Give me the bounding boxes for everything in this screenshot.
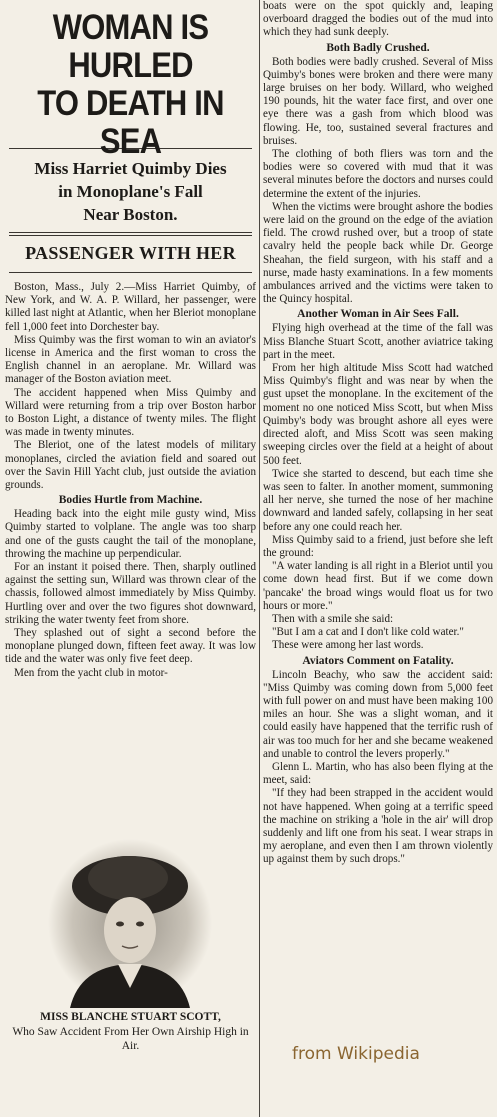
paragraph: Lincoln Beachy, who saw the accident said: "Miss Quimby was coming down from 5,000 feet with full power on and must have been making 100 miles an hour. She was a slight woman, and it could easily have happened that the terrific rush of air was too much for her and she became weakened and unable to control the levers properly." [263,668,493,760]
right-column [263,0,493,1117]
deck-line-1: Miss Harriet Quimby Dies [34,159,227,178]
paragraph: These were among her last words. [272,639,424,652]
subheading: Both Badly Crushed. [326,41,430,54]
headline-line-1: WOMAN IS HURLED [52,6,209,86]
column-rule [259,0,260,1117]
divider [9,272,252,273]
paragraph: boats were on the spot quickly and, leaping overboard dragged the bodies out of the mud into which they had sunk deeply. [263,0,493,39]
subheading: Another Woman in Air Sees Fall. [297,308,459,321]
photo-caption-description: Who Saw Accident From Her Own Airship High in Air. [12,1026,249,1052]
paragraph: Heading back into the eight mile gusty wind, Miss Quimby started to volplane. The angle was too sharp and one of the gusts caught the tail of the monoplane, throwing the machine up perpendicular. [5,508,256,560]
source-credit: from Wikipedia [292,1044,420,1064]
paragraph: Glenn L. Martin, who has also been flying at the meet, said: [263,760,493,787]
paragraph: Men from the yacht club in motor- [14,666,168,679]
paragraph: "If they had been strapped in the accident would not have happened. When going at a terrific speed the machine on striking a 'hole in the air' will drop suddenly and lift one from his seat. I wear straps in my aeroplane, and even then I am thrown violently up against them by such drops." [263,787,493,866]
divider-double [9,232,252,236]
deck-line-2: in Monoplane's Fall [58,182,203,201]
paragraph: The accident happened when Miss Quimby and Willard were returning from a trip over Boston harbor to Boston Light, a distance of twenty miles. The flight was made in twenty minutes. [5,386,256,439]
headline-line-2: TO DEATH IN SEA [37,82,224,161]
paragraph: Flying high overhead at the time of the fall was Miss Blanche Stuart Scott, another aviatrice taking part in the meet. [263,322,493,361]
portrait-illustration [10,838,250,1008]
paragraph: For an instant it poised there. Then, sharply outlined against the setting sun, Willard was thrown clear of the chassis, followed almost immediately by Miss Quimby. Hurtling over and over the two figures shot downward, striking the water twenty feet from shore. [5,561,256,626]
paragraph: Both bodies were badly crushed. Several of Miss Quimby's bones were broken and there were many large bruises on her body. Willard, who weighed 190 pounds, hit the water face first, and over one eye there was a gash from which blood was flowing. He, too, sustained several fractures and bruises. [263,55,493,147]
portrait-photo [10,838,250,1008]
deck [5,157,256,226]
deck-line-3: Near Boston. [83,205,178,224]
paragraph: Miss Quimby was the first woman to win an aviator's license in America and the first woman to cross the English channel in an aeroplane. Mr. Willard was manager of the Boston aviation meet. [5,333,256,386]
paragraph: From her high altitude Miss Scott had watched Miss Quimby's flight and was near by when the gust upset the monoplane. In the excitement of the moment no one noticed Miss Scott, but when Miss Quimby's body was brought ashore all eyes were directed aloft, and Miss Scott was seen making sweeping circles over the field at a height of about 500 feet. [263,362,493,467]
subheading: Aviators Comment on Fatality. [302,654,454,667]
paragraph: "But I am a cat and I don't like cold water." [272,626,464,639]
paragraph: Boston, Mass., July 2.—Miss Harriet Quimby, of New York, and W. A. P. Willard, her passenger, were killed last night at Atlantic, when her Bleriot monoplane fell 1,000 feet into Dorchester bay. [5,281,256,333]
right-article-body [263,0,493,867]
subheading: Bodies Hurtle from Machine. [58,494,203,507]
paragraph: They splashed out of sight a second before the monoplane plunged down, fifteen feet away. It was low tide and the water was only five feet deep. [5,627,256,666]
paragraph: Twice she started to descend, but each time she was seen to falter. In another moment, summoning all her nerve, she turned the nose of her machine downward and landed safely, collapsing in her seat before any one could reach her. [263,467,493,533]
paragraph: The clothing of both fliers was torn and the bodies were so covered with mud that it was several minutes before the doctors and nurses could determine the extent of the injuries. [263,148,493,200]
left-article-body [5,281,256,680]
paragraph: Then with a smile she said: [272,612,394,625]
paragraph: "A water landing is all right in a Bleriot until you come down head first. But if we come down 'pancake' the broad wings would float us for two hours or more." [263,560,493,612]
headline [5,8,256,160]
photo-caption-name: MISS BLANCHE STUART SCOTT, [40,1011,221,1023]
paragraph: The Bleriot, one of the latest models of military monoplanes, circled the aviation field and soared out over the Savin Hill Yacht club, just outside the aviation grounds. [5,439,256,492]
paragraph: When the victims were brought ashore the bodies were laid on the ground on the edge of the aviation field. The crowd rushed over, but a troop of state cavalry held the people back while Dr. George Sheahan, the field surgeon, with his staff and a nurse, made hasty examinations. In a few moments ambulances arrived and the victims were taken to the Quincy hospital. [263,200,493,306]
deck-passenger: PASSENGER WITH HER [25,243,236,263]
paragraph: Miss Quimby said to a friend, just before she left the ground: [263,533,493,559]
